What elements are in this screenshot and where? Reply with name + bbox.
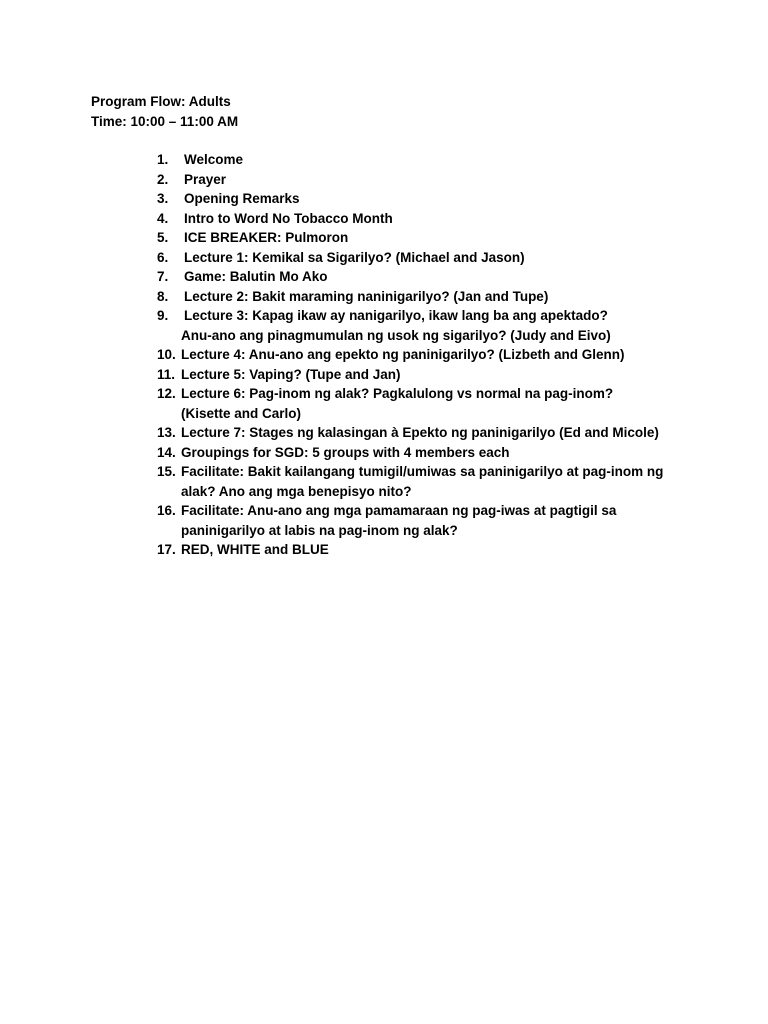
list-item-text: Game: Balutin Mo Ako [184,269,328,284]
list-item-number: 7. [157,269,169,284]
list-item-number: 5. [157,230,169,245]
list-item-number: 11. [157,366,176,382]
list-item-number: 6. [157,249,169,265]
list-item-continuation: Anu-ano ang pinagmumulan ng usok ng sigarilyo? (Judy and Eivo) [181,327,611,343]
program-list [157,150,737,560]
list-item-text: Facilitate: Bakit kailangang tumigil/umiwas sa paninigarilyo at pag-inom ng [181,464,664,479]
list-item-text: Prayer [184,171,227,187]
list-item-number: 10. [157,347,176,362]
list-item [157,209,737,229]
list-item-number: 16. [157,503,176,518]
list-item-number: 4. [157,210,169,226]
list-item [157,189,737,209]
list-item [157,267,737,287]
list-item [157,306,737,326]
list-item-text: Lecture 4: Anu-ano ang epekto ng paninigarilyo? (Lizbeth and Glenn) [181,347,625,362]
list-item-text: Lecture 7: Stages ng kalasingan à Epekto ng paninigarilyo (Ed and Micole) [181,425,659,440]
list-item-number: 8. [157,288,169,304]
list-item [157,228,737,248]
list-item-continuation: paninigarilyo at labis na pag-inom ng alak? [181,522,458,538]
list-item-continuation: (Kisette and Carlo) [181,405,302,421]
list-item-text: Opening Remarks [184,191,300,206]
list-item [157,443,737,463]
list-item [157,365,737,385]
list-item-text: Welcome [184,152,244,167]
list-item-text: Lecture 3: Kapag ikaw ay nanigarilyo, ikaw lang ba ang apektado? [184,308,608,323]
list-item-number: 13. [157,425,176,440]
list-item-number: 9. [157,308,169,323]
list-item-text: ICE BREAKER: Pulmoron [184,230,349,245]
list-item [157,170,737,190]
list-item-text: RED, WHITE and BLUE [181,542,329,557]
list-item-text: Intro to Word No Tobacco Month [184,210,393,226]
list-item [157,462,737,482]
list-item-text: Lecture 2: Bakit maraming naninigarilyo? (Jan and Tupe) [184,288,549,304]
list-item [157,423,737,443]
list-item [157,540,737,560]
list-item [157,248,737,268]
list-item-text: Groupings for SGD: 5 groups with 4 members each [181,444,510,460]
document-time: Time: 10:00 – 11:00 AM [91,113,239,129]
document-header [91,92,238,131]
list-item-number: 12. [157,386,176,401]
list-item-number: 15. [157,464,176,479]
list-item-text: Lecture 1: Kemikal sa Sigarilyo? (Michael and Jason) [184,249,525,265]
list-item-number: 3. [157,191,169,206]
list-item [157,150,737,170]
list-item-text: Lecture 5: Vaping? (Tupe and Jan) [181,366,401,382]
list-item-text: Facilitate: Anu-ano ang mga pamamaraan ng pag-iwas at pagtigil sa [181,503,617,518]
list-item-continuation: alak? Ano ang mga benepisyo nito? [181,483,412,499]
list-item [157,345,737,365]
list-item-text: Lecture 6: Pag-inom ng alak? Pagkalulong vs normal na pag-inom? [181,386,614,401]
list-item-number: 17. [157,542,176,557]
list-item-number: 14. [157,444,176,460]
list-item [157,501,737,521]
list-item-number: 1. [157,152,169,167]
document-title: Program Flow: Adults [91,94,231,109]
list-item-number: 2. [157,171,169,187]
list-item [157,384,737,404]
list-item [157,287,737,307]
